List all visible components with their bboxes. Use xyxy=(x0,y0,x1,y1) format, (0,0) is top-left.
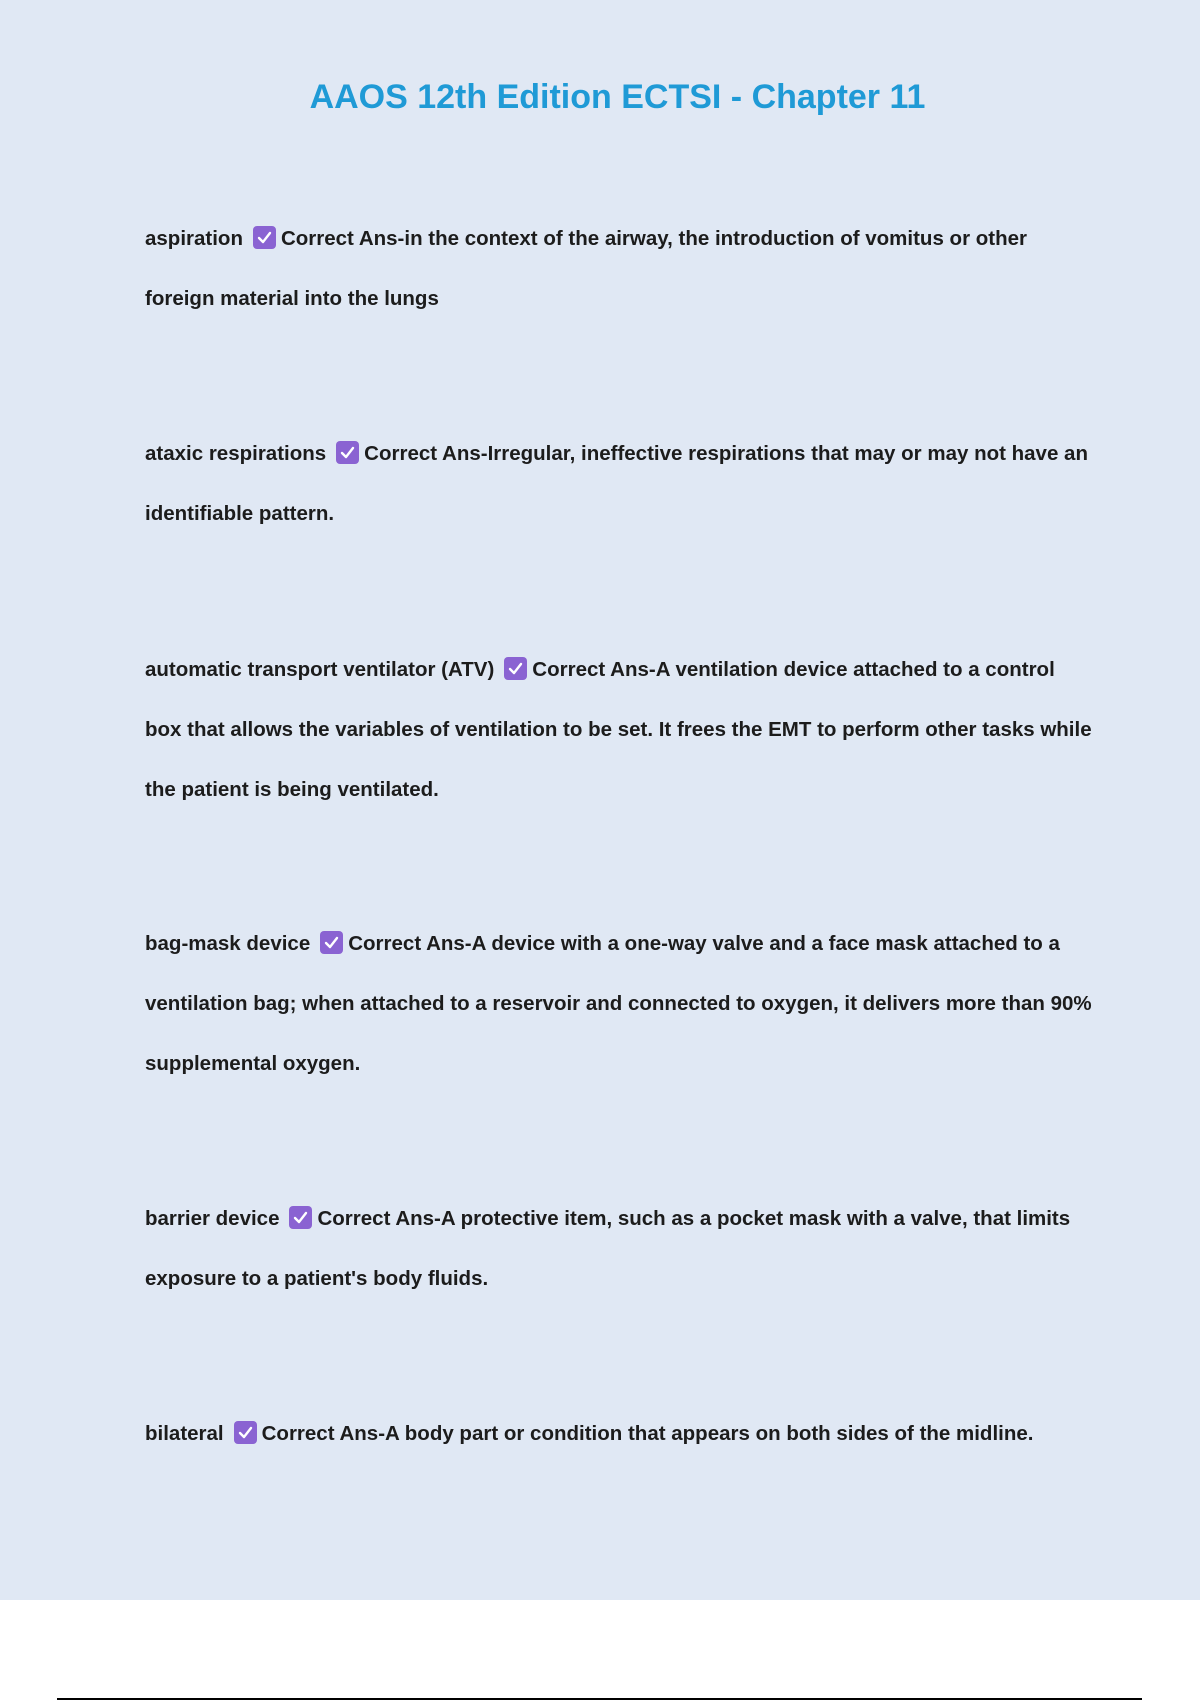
flashcard-entry xyxy=(145,914,1095,1094)
document-title: AAOS 12th Edition ECTSI - Chapter 11 xyxy=(309,78,926,116)
entry-term: automatic transport ventilator (ATV) xyxy=(145,658,495,681)
entry-answer-label: Correct Ans- xyxy=(364,442,488,465)
check-box-icon xyxy=(289,1206,312,1229)
flashcard-entry xyxy=(145,1189,1095,1309)
check-box-icon xyxy=(234,1421,257,1444)
entry-answer-label: Correct Ans- xyxy=(348,932,472,955)
entry-term: bag-mask device xyxy=(145,932,311,955)
flashcard-entry xyxy=(145,640,1095,820)
flashcard-entry xyxy=(145,424,1095,544)
check-box-icon xyxy=(504,657,527,680)
flashcard-entry xyxy=(145,1404,1095,1464)
entry-definition: A protective item, such as a pocket mask with a valve, that limits exposure to a patient's body fluids. xyxy=(145,1207,1071,1290)
entry-term: ataxic respirations xyxy=(145,442,327,465)
entry-definition: A ventilation device attached to a control box that allows the variables of ventilation to be set. It frees the EMT to perform other tasks while the patient is being ventilated. xyxy=(145,658,1092,801)
check-box-icon xyxy=(336,441,359,464)
entry-term: barrier device xyxy=(145,1207,280,1230)
check-box-icon xyxy=(253,226,276,249)
entry-definition: A device with a one-way valve and a face mask attached to a ventilation bag; when attached to a reservoir and connected to oxygen, it delivers more than 90% supplemental oxygen. xyxy=(145,932,1092,1075)
check-box-icon xyxy=(320,931,343,954)
entry-answer-label: Correct Ans- xyxy=(280,227,405,250)
entry-definition: A body part or condition that appears on both sides of the midline. xyxy=(385,1422,1034,1445)
entry-term: bilateral xyxy=(145,1422,224,1445)
entry-answer-label: Correct Ans- xyxy=(317,1207,441,1230)
entry-definition: Irregular, ineffective respirations that may or may not have an identifiable pattern. xyxy=(145,442,1088,525)
entry-term: aspiration xyxy=(145,227,243,250)
entry-answer-label: Correct Ans- xyxy=(261,1422,386,1445)
entry-answer-label: Correct Ans- xyxy=(532,658,656,681)
flashcard-entry xyxy=(145,209,1095,329)
entry-definition: in the context of the airway, the introduction of vomitus or other foreign material into the lungs xyxy=(145,227,1027,310)
